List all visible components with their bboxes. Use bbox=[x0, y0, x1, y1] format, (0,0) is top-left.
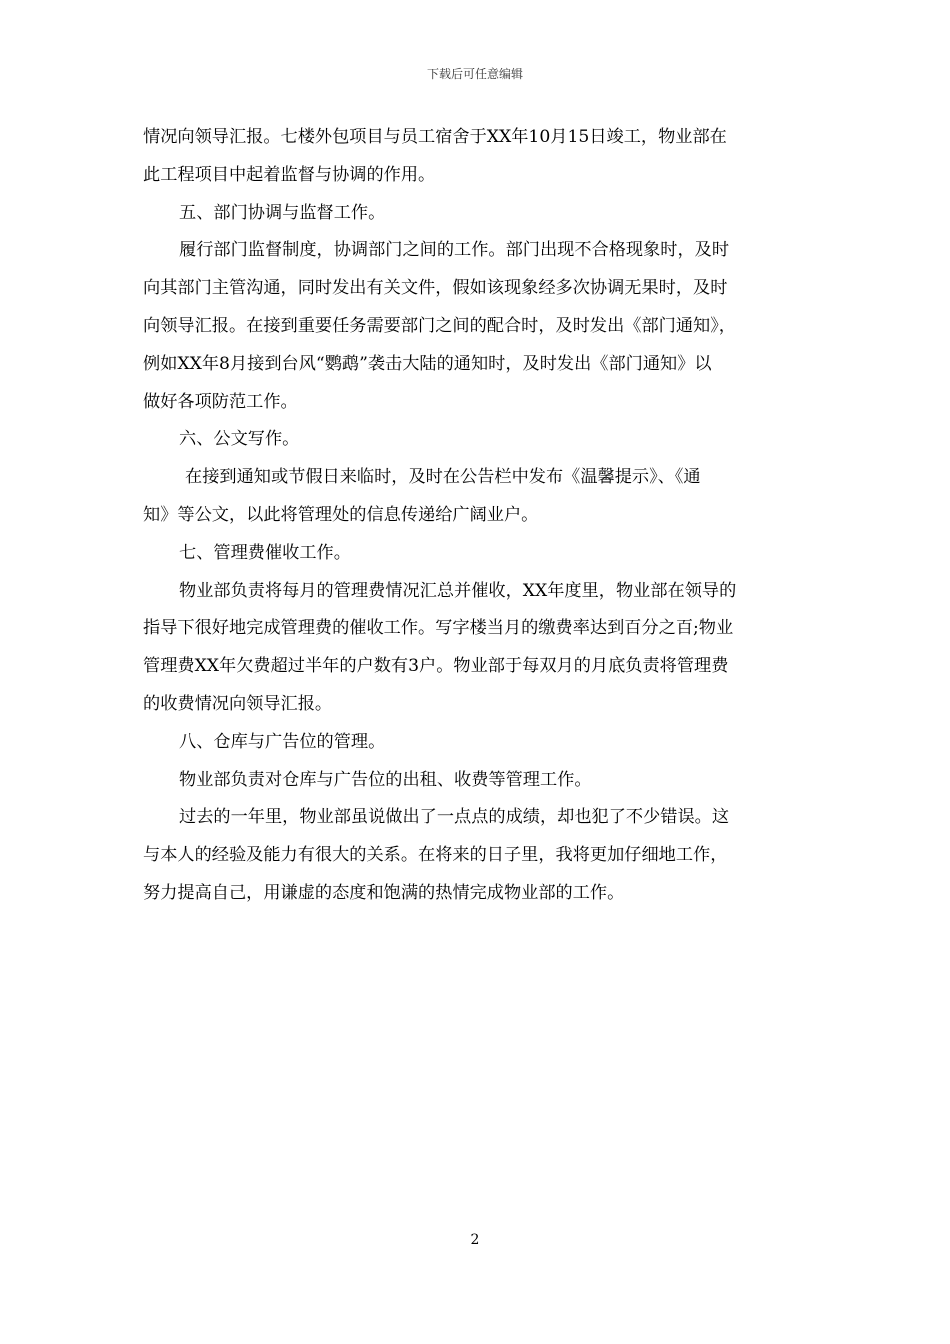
body-line: 物业部负责将每月的管理费情况汇总并催收，XX年度里，物业部在领导的 bbox=[179, 580, 737, 601]
page-number: 2 bbox=[470, 1232, 480, 1248]
body-line: 履行部门监督制度，协调部门之间的工作。部门出现不合格现象时，及时 bbox=[179, 240, 730, 261]
body-line: 努力提高自己，用谦虚的态度和饱满的热情完成物业部的工作。 bbox=[143, 882, 625, 903]
body-line: 向其部门主管沟通，同时发出有关文件，假如该现象经多次协调无果时，及时 bbox=[143, 278, 728, 299]
body-line: 在接到通知或节假日来临时，及时在公告栏中发布《温馨提示》、《通 bbox=[185, 467, 701, 488]
section-heading: 七、管理费催收工作。 bbox=[179, 542, 351, 563]
document-body bbox=[143, 119, 811, 913]
body-line: 向领导汇报。在接到重要任务需要部门之间的配合时，及时发出《部门通知》， bbox=[143, 315, 736, 336]
body-line: 做好各项防范工作。 bbox=[143, 391, 298, 412]
body-line: 例如XX年8月接到台风“鹦鹉”袭击大陆的通知时，及时发出《部门通知》以 bbox=[143, 353, 712, 374]
body-line: 指导下很好地完成管理费的催收工作。写字楼当月的缴费率达到百分之百;物业 bbox=[143, 618, 734, 639]
body-line: 知》等公文，以此将管理处的信息传递给广阔业户。 bbox=[143, 504, 539, 525]
section-heading: 六、公文写作。 bbox=[179, 429, 300, 450]
body-line: 管理费XX年欠费超过半年的户数有3户。物业部于每双月的月底负责将管理费 bbox=[143, 656, 729, 677]
body-line: 的收费情况向领导汇报。 bbox=[143, 693, 333, 714]
section-heading: 五、部门协调与监督工作。 bbox=[179, 202, 386, 223]
body-line: 与本人的经验及能力有很大的关系。在将来的日子里，我将更加仔细地工作， bbox=[143, 845, 728, 866]
body-line: 情况向领导汇报。七楼外包项目与员工宿舍于XX年10月15日竣工，物业部在 bbox=[143, 127, 727, 147]
page-header: 下载后可任意编辑 bbox=[426, 67, 523, 81]
body-line: 此工程项目中起着监督与协调的作用。 bbox=[143, 164, 436, 185]
section-heading: 八、仓库与广告位的管理。 bbox=[179, 731, 386, 752]
body-line: 物业部负责对仓库与广告位的出租、收费等管理工作。 bbox=[179, 769, 592, 790]
body-line: 过去的一年里，物业部虽说做出了一点点的成绩，却也犯了不少错误。这 bbox=[179, 807, 730, 828]
